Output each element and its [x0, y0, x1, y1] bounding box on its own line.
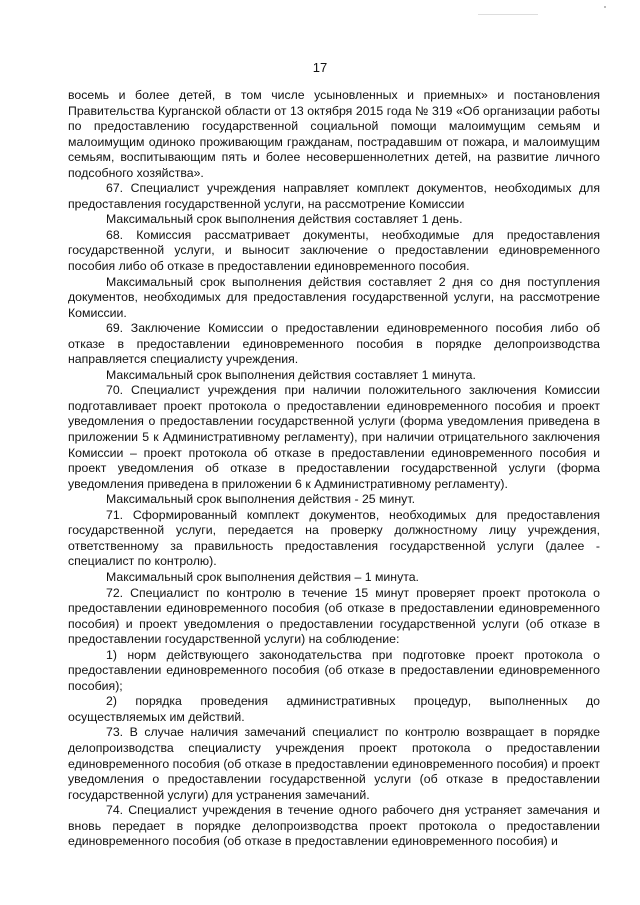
paragraph: Максимальный срок выполнения действия - 25 минут. [106, 492, 416, 507]
paragraph: Максимальный срок выполнения действия – 1 минута. [106, 569, 419, 584]
paragraph: Максимальный срок выполнения действия составляет 2 дня со дня поступления документов, необходимых для предоставления государственной услуги, на рассмотрение Комиссии. [68, 274, 600, 320]
paragraph: 68. Комиссия рассматривает документы, необходимые для предоставления государственной услуги, и выносит заключение о предоставлении единовременного пособия либо об отказе в предоставлении единовременного пособия. [68, 227, 600, 274]
scan-artifact-line [478, 14, 538, 15]
paragraph: восемь и более детей, в том числе усыновленных и приемных» и постановления Правительства Курганской области от 13 октября 2015 года № 319 «Об организации работы по предоставлению государственной социальной помощи малоимущим семьям и малоимущим одиноко проживающим гражданам, пострадавшим от пожара, и малоимущим семьям, воспитывающим пять и более несовершеннолетних детей, на развитие личного подсобного хозяйства». [68, 88, 600, 180]
paragraph: 71. Сформированный комплект документов, необходимых для предоставления государственной услуги, передается на проверку должностному лицу учреждения, ответственному за правильность предоставления государственной услуги (далее - специалист по контролю). [68, 507, 600, 569]
paragraph: 67. Специалист учреждения направляет комплект документов, необходимых для предоставления государственной услуги, на рассмотрение Комиссии [68, 181, 600, 211]
paragraph: Максимальный срок выполнения действия составляет 1 минута. [106, 367, 476, 382]
paragraph: 69. Заключение Комиссии о предоставлении единовременного пособия либо об отказе в предоставлении единовременного пособия в порядке делопроизводства направляется специалисту учреждения. [68, 321, 600, 367]
paragraph: 74. Специалист учреждения в течение одного рабочего дня устраняет замечания и вновь передает в порядке делопроизводства проект протокола о предоставлении единовременного пособия (об отказе в предоставлении единовременного пособия) и [68, 803, 600, 849]
paragraph: Максимальный срок выполнения действия составляет 1 день. [106, 212, 463, 227]
paragraph: 2) порядка проведения административных процедур, выполненных до осуществляемых им действий. [68, 694, 600, 724]
document-body [68, 88, 600, 850]
paragraph: 1) норм действующего законодательства при подготовке проект протокола о предоставлении единовременного пособия (об отказе в предоставлении единовременного пособия); [68, 647, 600, 693]
scan-artifact-dot [604, 6, 606, 8]
paragraph: 73. В случае наличия замечаний специалист по контролю возвращает в порядке делопроизводства специалисту учреждения проект протокола о предоставлении единовременного пособия (об отказе в предоставлении единовременного пособия) и проект уведомления о предоставлении государственной услуги (об отказе в предоставлении государственной услуги) для устранения замечаний. [68, 725, 600, 802]
paragraph: 72. Специалист по контролю в течение 15 минут проверяет проект протокола о предоставлении единовременного пособия (об отказе в предоставлении единовременного пособия) и проект уведомления о предоставлении государственной услуги (об отказе в предоставлении государственной услуги) на соблюдение: [68, 585, 600, 647]
page-number: 17 [312, 60, 328, 75]
paragraph: 70. Специалист учреждения при наличии положительного заключения Комиссии подготавливает проект протокола о предоставлении единовременного пособия и проект уведомления о предоставлении государственной услуги (форма уведомления приведена в приложении 5 к Административному регламенту), при наличии отрицательного заключения Комиссии – проект протокола об отказе в предоставлении единовременного пособия и проект уведомления об отказе в предоставлении государственной услуги (форма уведомления приведена в приложении 6 к Административному регламенту). [68, 383, 600, 491]
